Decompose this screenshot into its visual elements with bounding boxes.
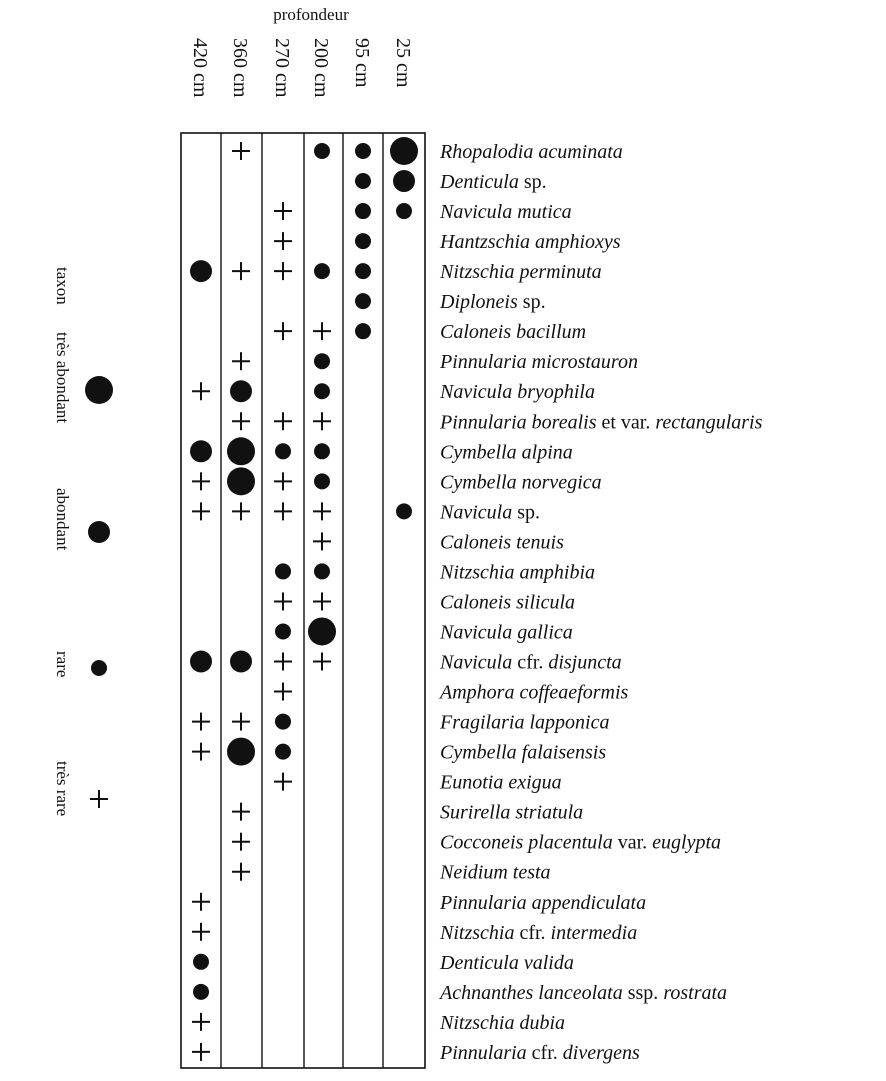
taxon-label: Nitzschia dubia xyxy=(440,1011,566,1034)
abundance-mark-plus xyxy=(192,893,210,911)
abundance-mark-dot xyxy=(308,617,336,645)
abundance-mark-plus xyxy=(192,713,210,731)
abundance-mark-plus xyxy=(274,592,292,610)
abundance-mark-dot xyxy=(396,503,412,519)
abundance-mark-plus xyxy=(313,653,331,671)
abundance-mark-dot xyxy=(275,623,291,639)
column-header: 25 cm xyxy=(392,38,414,88)
chart-title: profondeur xyxy=(273,5,349,24)
taxon-label: Navicula sp. xyxy=(440,501,541,524)
abundance-mark-plus xyxy=(274,683,292,701)
abundance-mark-plus xyxy=(232,352,250,370)
taxon-label: Achnanthes lanceolata ssp. rostrata xyxy=(440,981,728,1004)
legend-mark-dot xyxy=(88,521,110,543)
abundance-mark-plus xyxy=(274,202,292,220)
abundance-mark-plus xyxy=(192,382,210,400)
taxon-label: Neidium testa xyxy=(440,861,551,884)
abundance-mark-dot xyxy=(314,353,330,369)
abundance-mark-plus xyxy=(192,502,210,520)
taxon-labels xyxy=(438,141,763,1064)
taxon-label: Denticula valida xyxy=(440,951,574,974)
abundance-mark-plus xyxy=(274,502,292,520)
abundance-mark-dot xyxy=(193,984,209,1000)
taxon-label: Amphora coffeaeformis xyxy=(440,681,629,704)
taxon-label: Nitzschia cfr. intermedia xyxy=(440,921,638,944)
abundance-mark-dot xyxy=(355,293,371,309)
abundance-mark-plus xyxy=(313,412,331,430)
taxon-label: Cymbella alpina xyxy=(440,441,573,464)
abundance-mark-plus xyxy=(274,472,292,490)
abundance-mark-dot xyxy=(314,443,330,459)
taxon-label: Cymbella falaisensis xyxy=(440,741,607,764)
abundance-mark-plus xyxy=(274,262,292,280)
column-header: 200 cm xyxy=(310,38,332,98)
abundance-mark-plus xyxy=(313,532,331,550)
legend xyxy=(53,267,113,816)
legend-label: très rare xyxy=(53,761,72,817)
abundance-mark-dot xyxy=(390,137,418,165)
taxon-label: Rhopalodia acuminata xyxy=(440,141,623,163)
abundance-mark-dot xyxy=(314,563,330,579)
abundance-mark-plus xyxy=(232,262,250,280)
abundance-mark-plus xyxy=(232,833,250,851)
abundance-mark-plus xyxy=(313,322,331,340)
legend-title: taxon xyxy=(53,267,72,305)
abundance-mark-plus xyxy=(192,472,210,490)
abundance-mark-plus xyxy=(274,322,292,340)
taxon-label: Navicula cfr. disjuncta xyxy=(440,651,622,674)
taxon-label: Cocconeis placentula var. euglypta xyxy=(440,831,722,854)
abundance-mark-plus xyxy=(274,653,292,671)
legend-label: abondant xyxy=(53,488,72,551)
abundance-mark-dot xyxy=(230,651,252,673)
table-border xyxy=(181,133,425,1068)
abundance-mark-plus xyxy=(192,923,210,941)
taxon-label: Surirella striatula xyxy=(440,801,584,824)
taxon-label: Diploneis sp. xyxy=(440,291,546,314)
abundance-mark-dot xyxy=(314,383,330,399)
abundance-mark-dot xyxy=(355,203,371,219)
taxon-label: Pinnularia borealis et var. rectangularis xyxy=(440,411,763,434)
taxon-label: Denticula sp. xyxy=(440,171,547,194)
column-header: 95 cm xyxy=(351,38,373,88)
abundance-mark-dot xyxy=(190,260,212,282)
abundance-mark-plus xyxy=(232,863,250,881)
abundance-mark-dot xyxy=(396,203,412,219)
abundance-mark-plus xyxy=(274,412,292,430)
abundance-mark-dot xyxy=(355,263,371,279)
abundance-mark-dot xyxy=(275,563,291,579)
abundance-mark-dot xyxy=(314,473,330,489)
abundance-mark-plus xyxy=(313,502,331,520)
taxon-label: Nitzschia amphibia xyxy=(440,561,596,584)
abundance-mark-dot xyxy=(193,954,209,970)
taxon-label: Navicula bryophila xyxy=(440,381,595,404)
legend-mark-dot xyxy=(91,660,107,676)
column-header: 270 cm xyxy=(271,38,293,98)
abundance-mark-dot xyxy=(275,714,291,730)
abundance-mark-dot xyxy=(230,380,252,402)
abundance-mark-dot xyxy=(314,143,330,159)
column-header: 360 cm xyxy=(229,38,251,98)
abundance-mark-dot xyxy=(355,173,371,189)
abundance-mark-plus xyxy=(274,773,292,791)
abundance-mark-plus xyxy=(232,412,250,430)
abundance-mark-plus xyxy=(313,592,331,610)
depth-columns xyxy=(189,38,414,98)
taxon-label: Pinnularia appendiculata xyxy=(440,891,647,914)
abundance-mark-plus xyxy=(232,142,250,160)
abundance-mark-plus xyxy=(232,713,250,731)
taxon-label: Caloneis bacillum xyxy=(440,321,587,344)
legend-label: très abondant xyxy=(53,332,72,424)
taxon-label: Hantzschia amphioxys xyxy=(440,231,621,254)
abundance-mark-plus xyxy=(274,232,292,250)
abundance-mark-plus xyxy=(232,803,250,821)
taxon-label: Navicula gallica xyxy=(440,621,573,644)
taxon-label: Pinnularia cfr. divergens xyxy=(440,1041,640,1064)
taxon-label: Caloneis silicula xyxy=(440,591,575,614)
abundance-mark-plus xyxy=(192,1013,210,1031)
abundance-mark-dot xyxy=(393,170,415,192)
taxon-label: Pinnularia microstauron xyxy=(440,351,638,374)
abundance-mark-plus xyxy=(192,1043,210,1061)
taxon-label: Nitzschia perminuta xyxy=(440,261,602,284)
taxon-label: Navicula mutica xyxy=(440,201,572,224)
legend-mark-plus xyxy=(90,790,108,808)
abundance-mark-plus xyxy=(232,502,250,520)
abundance-mark-dot xyxy=(314,263,330,279)
abundance-mark-dot xyxy=(355,323,371,339)
abundance-mark-dot xyxy=(190,651,212,673)
abundance-mark-dot xyxy=(355,233,371,249)
legend-mark-dot xyxy=(85,376,113,404)
legend-label: rare xyxy=(53,651,72,678)
abundance-mark-dot xyxy=(190,440,212,462)
abundance-mark-dot xyxy=(355,143,371,159)
abundance-mark-dot xyxy=(227,437,255,465)
taxon-label: Cymbella norvegica xyxy=(440,471,602,494)
abundance-mark-dot xyxy=(227,467,255,495)
taxon-label: Eunotia exigua xyxy=(440,771,562,794)
abundance-mark-plus xyxy=(192,743,210,761)
taxon-label: Caloneis tenuis xyxy=(440,531,564,554)
table-frame xyxy=(181,133,425,1068)
abundance-mark-dot xyxy=(275,443,291,459)
abundance-mark-dot xyxy=(275,744,291,760)
column-header: 420 cm xyxy=(189,38,211,98)
abundance-mark-dot xyxy=(227,738,255,766)
taxon-label: Fragilaria lapponica xyxy=(440,711,610,734)
